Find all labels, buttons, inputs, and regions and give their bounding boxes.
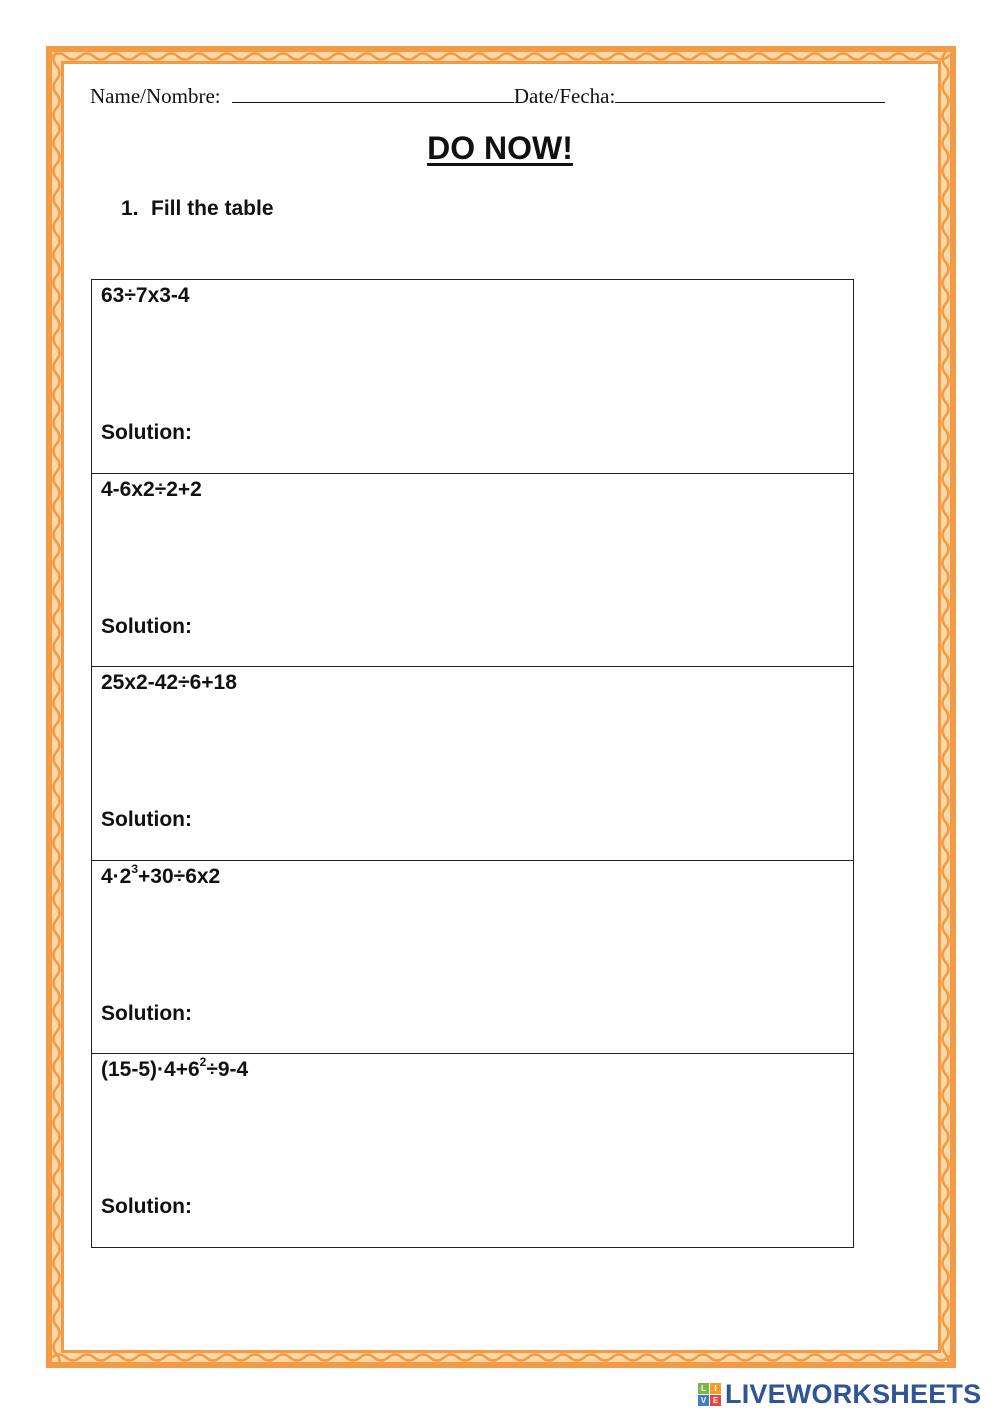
instruction-text: Fill the table — [151, 197, 274, 220]
name-date-line — [90, 82, 910, 109]
exercise-table — [91, 279, 854, 1248]
solution-label: Solution: — [101, 1001, 192, 1025]
liveworksheets-brand — [698, 1378, 981, 1410]
table-row — [92, 667, 853, 861]
expression: $(15-5)\cdot 4+6^2\div 9-4$ — [101, 1055, 249, 1081]
worksheet-title: DO NOW! — [427, 130, 573, 166]
solution-label: Solution: — [101, 808, 192, 831]
liveworksheets-logo-icon: L I V E — [698, 1383, 721, 1406]
solution-label: Solution: — [101, 1195, 192, 1218]
solution-label: Solution: — [101, 421, 192, 444]
table-row — [92, 1054, 853, 1248]
expression: 4-6x2÷2+2 — [101, 477, 202, 501]
solution-label: Solution: — [101, 614, 192, 638]
expression: 25x2-42÷6+18 — [101, 671, 237, 694]
date-label: Date/Fecha: — [513, 84, 616, 108]
exponent: 3 — [131, 861, 139, 876]
table-row — [92, 861, 853, 1055]
name-label: Name/Nombre: — [90, 84, 221, 108]
expression: 63÷7x3-4 — [101, 284, 190, 307]
exponent: 2 — [199, 1055, 207, 1069]
date-blank[interactable] — [615, 82, 885, 103]
brand-text: LIVEWORKSHEETS — [725, 1378, 982, 1409]
expression: $4\cdot 2^3+30\div 6x2$ — [101, 861, 221, 888]
table-row — [92, 474, 853, 668]
name-blank[interactable] — [232, 82, 514, 103]
table-row — [92, 280, 853, 474]
instruction — [121, 197, 274, 221]
instruction-number: 1. — [121, 197, 139, 220]
